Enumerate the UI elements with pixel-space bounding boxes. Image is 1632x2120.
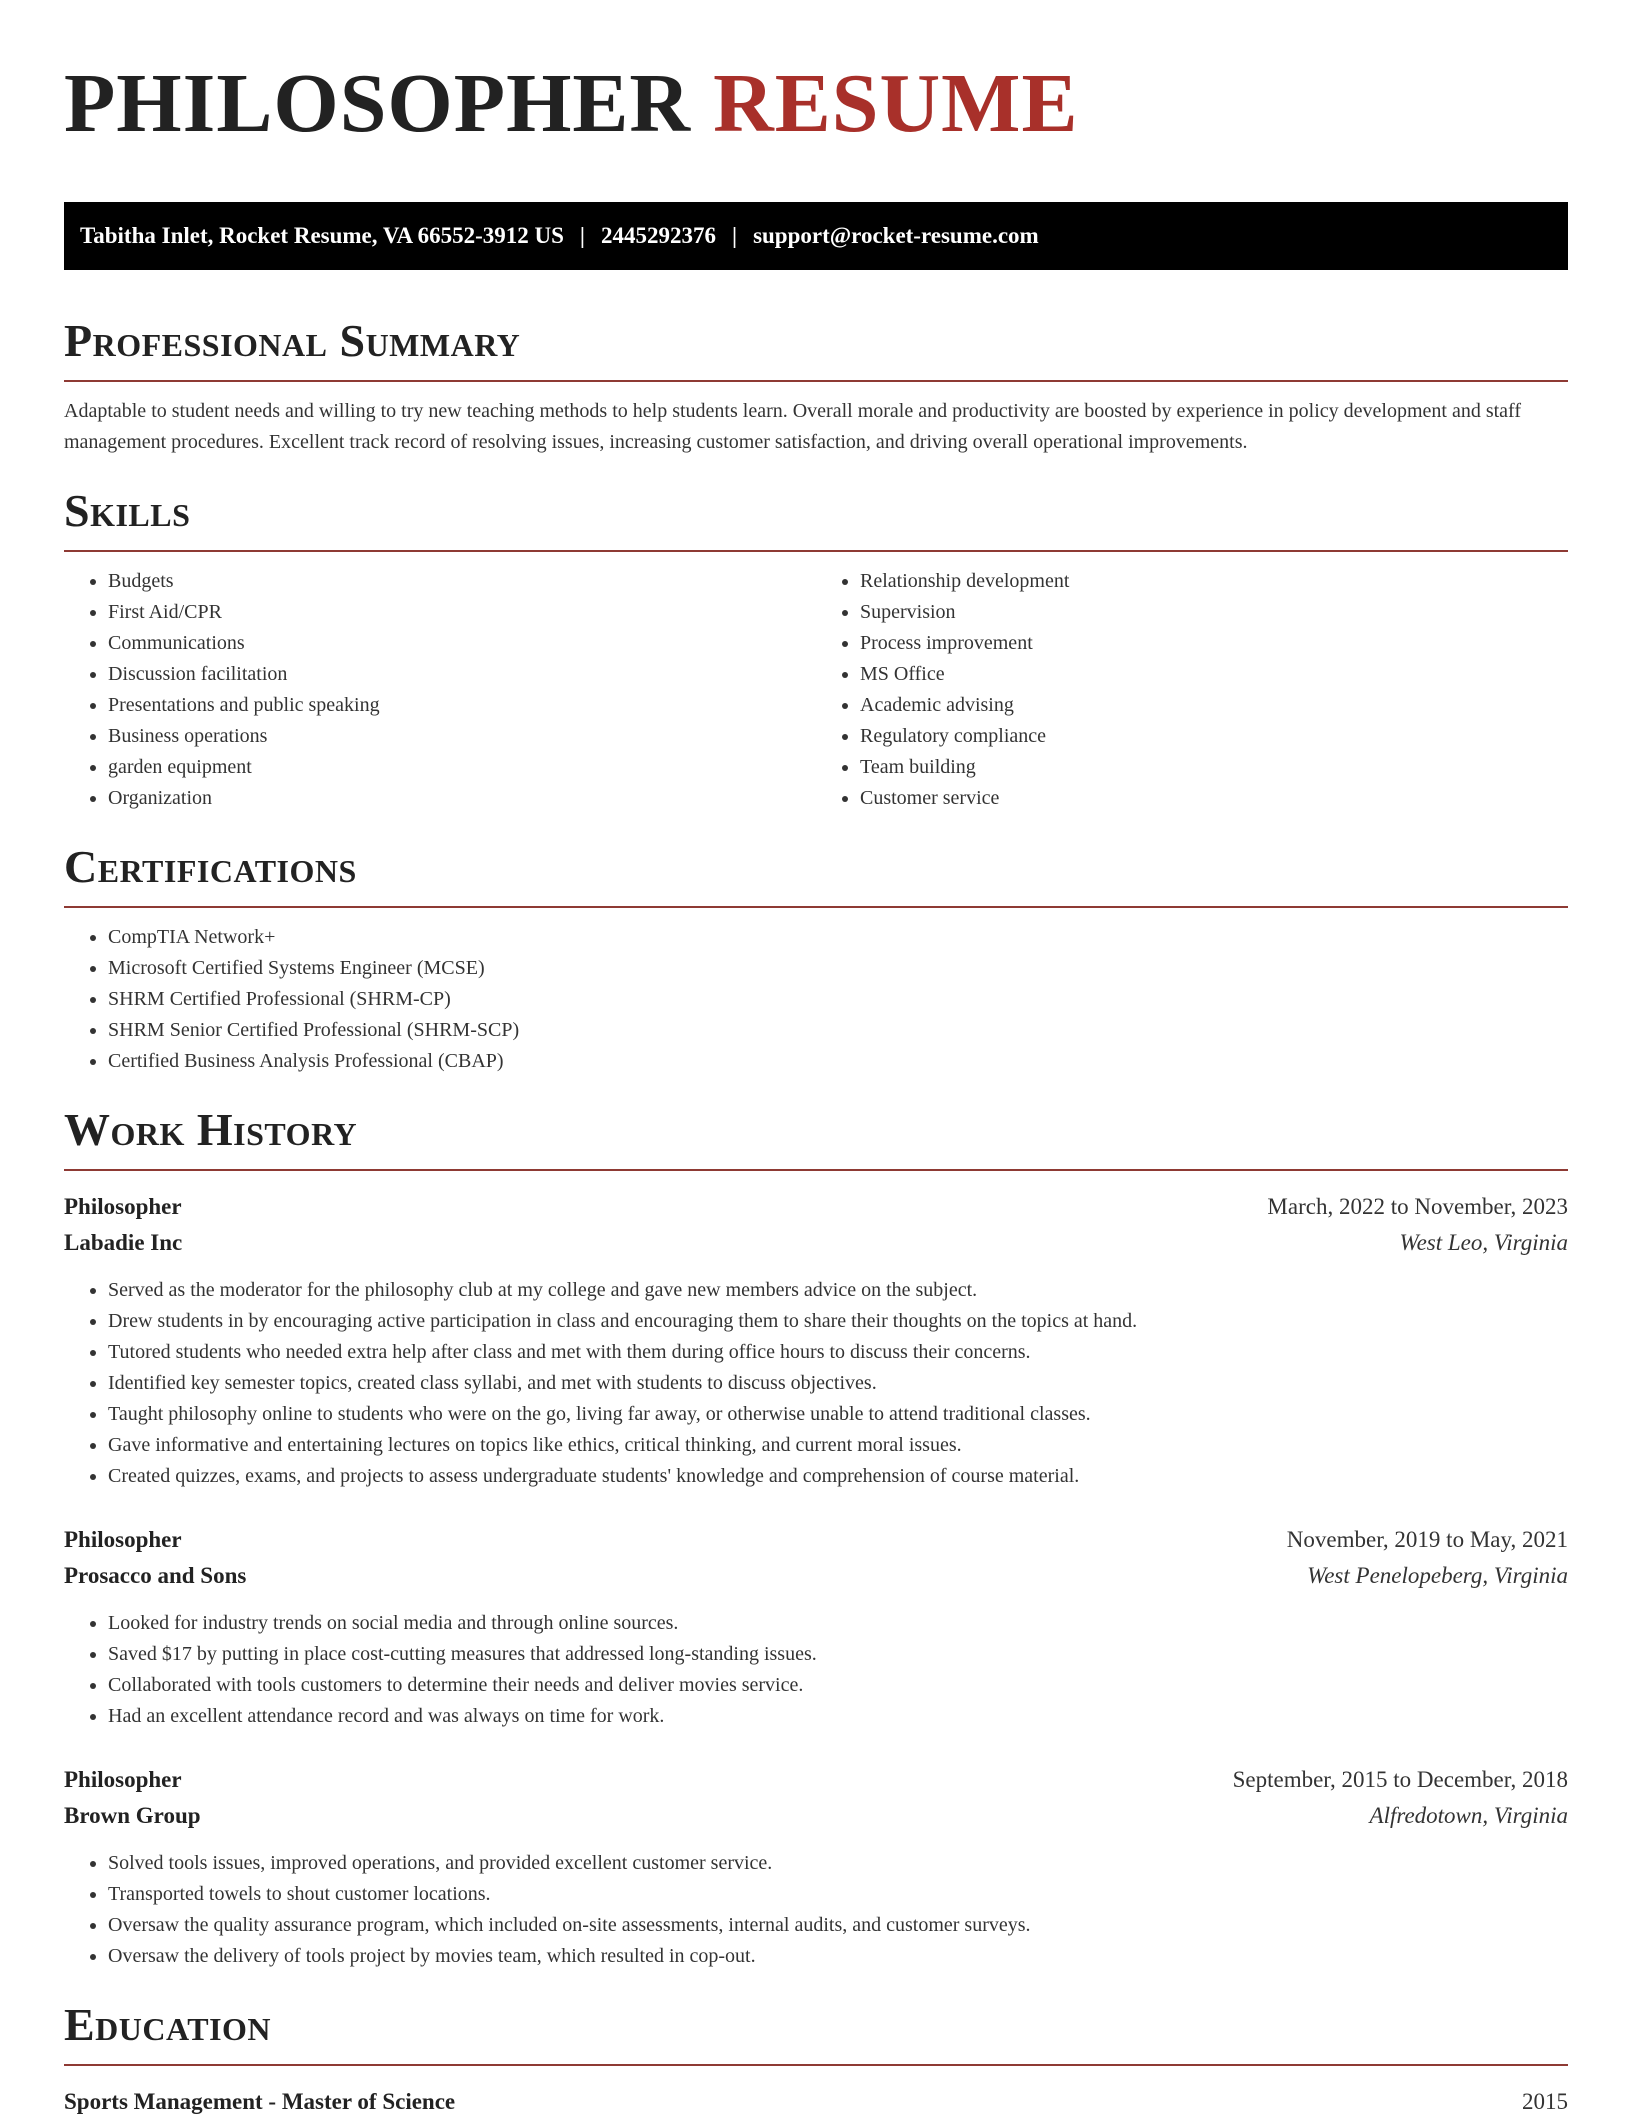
- job-subheader-row: [64, 1798, 1568, 1834]
- job-subheader-row: [64, 1558, 1568, 1594]
- section-heading-skills: Skills: [64, 485, 191, 536]
- job-entry: [64, 1762, 1568, 1972]
- section-divider: [64, 380, 1568, 382]
- section-divider: [64, 2064, 1568, 2066]
- skill-item: • Regulatory compliance: [860, 721, 1568, 752]
- job-header-row: [64, 1522, 1568, 1558]
- job-entry: [64, 1522, 1568, 1732]
- job-location: West Leo, Virginia: [1399, 1230, 1568, 1255]
- skill-item: • Communications: [108, 628, 816, 659]
- section-divider: [64, 1169, 1568, 1171]
- job-bullets: [64, 1848, 1568, 1972]
- certification-item: • Certified Business Analysis Professional (CBAP): [108, 1046, 1568, 1077]
- job-company: Brown Group: [64, 1803, 201, 1828]
- skill-item: • Customer service: [860, 783, 1568, 814]
- skills-grid: [64, 552, 1568, 814]
- job-title: Philosopher: [64, 1194, 182, 1219]
- job-dates: September, 2015 to December, 2018: [1232, 1767, 1568, 1792]
- summary-section: [64, 314, 1568, 458]
- job-header-row: [64, 1762, 1568, 1798]
- resume-title: [64, 0, 1568, 176]
- skill-item: • Business operations: [108, 721, 816, 752]
- job-title: Philosopher: [64, 1527, 182, 1552]
- job-bullet: • Identified key semester topics, created class syllabi, and met with students to discuss objectives.: [108, 1368, 1568, 1399]
- work-history-section: [64, 1103, 1568, 1972]
- certifications-section: [64, 840, 1568, 1077]
- education-header-row: [64, 2084, 1568, 2120]
- job-company: Prosacco and Sons: [64, 1563, 247, 1588]
- job-bullets: [64, 1275, 1568, 1492]
- contact-bar: [64, 202, 1568, 270]
- skill-item: • Discussion facilitation: [108, 659, 816, 690]
- job-bullet: • Tutored students who needed extra help after class and met with them during office hours to discuss their concerns.: [108, 1337, 1568, 1368]
- contact-separator: |: [579, 223, 585, 248]
- certification-item: • SHRM Certified Professional (SHRM-CP): [108, 984, 1568, 1015]
- certification-item: • SHRM Senior Certified Professional (SHRM-SCP): [108, 1015, 1568, 1046]
- section-heading-work-history: Work History: [64, 1104, 358, 1155]
- skill-item: • Academic advising: [860, 690, 1568, 721]
- job-header-row: [64, 1189, 1568, 1225]
- summary-text: Adaptable to student needs and willing to try new teaching methods to help students learn. Overall morale and productivity are boosted by experience in policy development and staff management procedures. Excellent track record of resolving issues, increasing customer satisfaction, and driving overall operational improvements.: [64, 400, 1522, 453]
- title-main: PHILOSOPHER: [64, 57, 692, 150]
- contact-address: Tabitha Inlet, Rocket Resume, VA 66552-3912 US: [80, 223, 564, 248]
- job-bullet: • Oversaw the quality assurance program, which included on-site assessments, internal audits, and customer surveys.: [108, 1910, 1568, 1941]
- title-accent: RESUME: [713, 57, 1079, 150]
- job-bullet: • Served as the moderator for the philosophy club at my college and gave new members advice on the subject.: [108, 1275, 1568, 1306]
- job-bullet: • Gave informative and entertaining lectures on topics like ethics, critical thinking, and current moral issues.: [108, 1430, 1568, 1461]
- education-degree: Sports Management - Master of Science: [64, 2089, 456, 2114]
- skills-list-left: [64, 566, 816, 814]
- job-bullet: • Looked for industry trends on social media and through online sources.: [108, 1608, 1568, 1639]
- job-bullet: • Had an excellent attendance record and was always on time for work.: [108, 1701, 1568, 1732]
- skill-item: • Presentations and public speaking: [108, 690, 816, 721]
- job-bullet: • Transported towels to shout customer locations.: [108, 1879, 1568, 1910]
- job-company: Labadie Inc: [64, 1230, 183, 1255]
- job-bullet: • Taught philosophy online to students who were on the go, living far away, or otherwise unable to attend traditional classes.: [108, 1399, 1568, 1430]
- job-bullet: • Saved $17 by putting in place cost-cutting measures that addressed long-standing issues.: [108, 1639, 1568, 1670]
- skill-item: • Relationship development: [860, 566, 1568, 597]
- section-divider: [64, 906, 1568, 908]
- certification-item: • CompTIA Network+: [108, 922, 1568, 953]
- education-section: [64, 1998, 1568, 2120]
- job-location: West Penelopeberg, Virginia: [1307, 1563, 1568, 1588]
- skill-item: • Process improvement: [860, 628, 1568, 659]
- job-bullet: • Solved tools issues, improved operations, and provided excellent customer service.: [108, 1848, 1568, 1879]
- section-heading-certifications: Certifications: [64, 841, 357, 892]
- job-entry: [64, 1189, 1568, 1492]
- contact-separator: |: [731, 223, 738, 248]
- job-dates: March, 2022 to November, 2023: [1267, 1194, 1568, 1219]
- skills-list-right: [816, 566, 1568, 814]
- skill-item: • Organization: [108, 783, 816, 814]
- skill-item: • First Aid/CPR: [108, 597, 816, 628]
- job-location: Alfredotown, Virginia: [1369, 1803, 1568, 1828]
- education-entry: [64, 2084, 1568, 2120]
- skill-item: • Supervision: [860, 597, 1568, 628]
- job-title: Philosopher: [64, 1767, 182, 1792]
- job-bullet: • Drew students in by encouraging active participation in class and encouraging them to share their thoughts on the topics at hand.: [108, 1306, 1568, 1337]
- contact-email[interactable]: support@rocket-resume.com: [753, 223, 1039, 248]
- job-subheader-row: [64, 1225, 1568, 1261]
- skill-item: • Team building: [860, 752, 1568, 783]
- job-bullets: [64, 1608, 1568, 1732]
- certification-item: • Microsoft Certified Systems Engineer (MCSE): [108, 953, 1568, 984]
- skills-section: [64, 484, 1568, 814]
- section-heading-summary: Professional Summary: [64, 315, 521, 366]
- skill-item: • garden equipment: [108, 752, 816, 783]
- job-bullet: • Collaborated with tools customers to determine their needs and deliver movies service.: [108, 1670, 1568, 1701]
- section-heading-education: Education: [64, 1999, 272, 2050]
- certifications-list: [64, 922, 1568, 1077]
- job-dates: November, 2019 to May, 2021: [1286, 1527, 1568, 1552]
- education-year: 2015: [1522, 2089, 1568, 2114]
- skill-item: • Budgets: [108, 566, 816, 597]
- skill-item: • MS Office: [860, 659, 1568, 690]
- contact-phone[interactable]: 2445292376: [600, 223, 716, 248]
- job-bullet: • Oversaw the delivery of tools project by movies team, which resulted in cop-out.: [108, 1941, 1568, 1972]
- job-bullet: • Created quizzes, exams, and projects to assess undergraduate students' knowledge and comprehension of course material.: [108, 1461, 1568, 1492]
